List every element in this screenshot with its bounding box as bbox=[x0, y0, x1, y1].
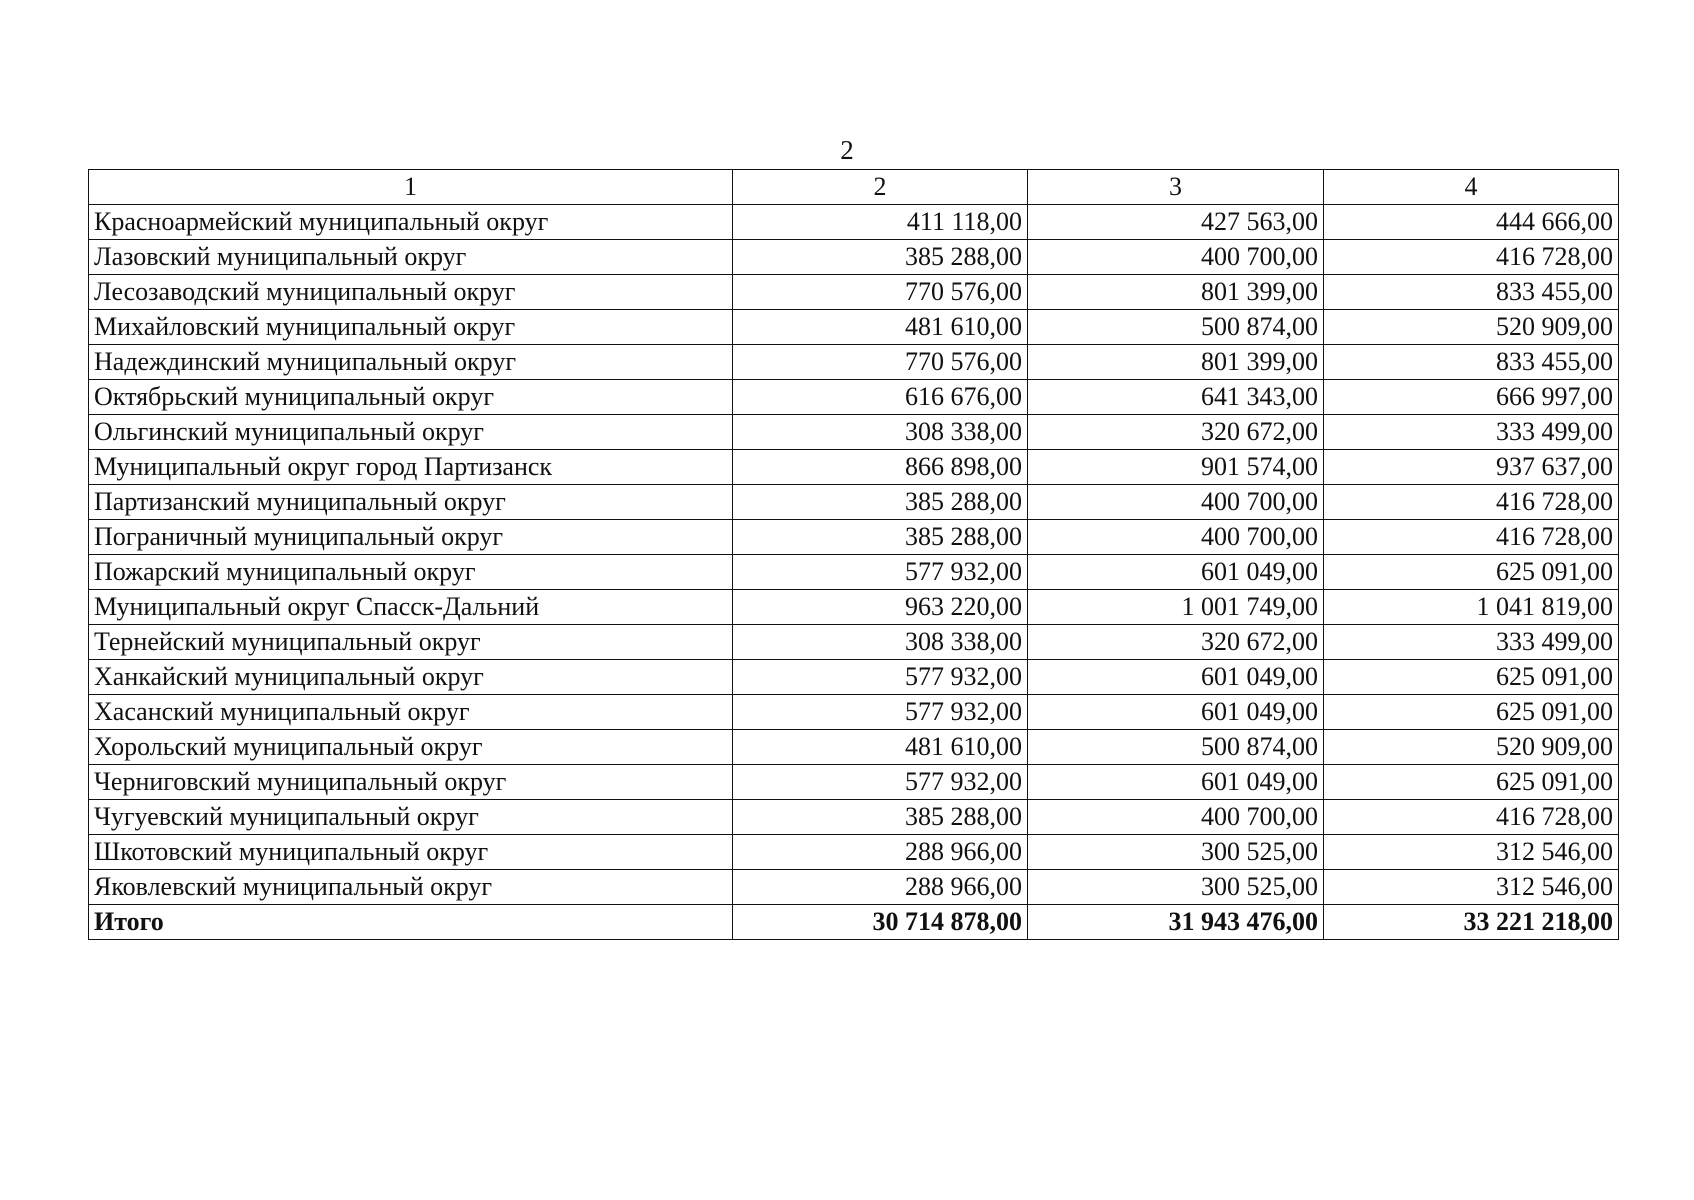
municipality-name: Лесозаводский муниципальный округ bbox=[89, 275, 733, 310]
amount-col-3: 400 700,00 bbox=[1028, 485, 1324, 520]
municipality-name: Хасанский муниципальный округ bbox=[89, 695, 733, 730]
amount-col-4: 333 499,00 bbox=[1324, 625, 1619, 660]
table-row bbox=[89, 695, 1619, 730]
amount-col-2: 616 676,00 bbox=[733, 380, 1028, 415]
amount-col-2: 288 966,00 bbox=[733, 835, 1028, 870]
amount-col-3: 641 343,00 bbox=[1028, 380, 1324, 415]
amount-col-3: 601 049,00 bbox=[1028, 555, 1324, 590]
amount-col-2: 308 338,00 bbox=[733, 415, 1028, 450]
total-col-3: 31 943 476,00 bbox=[1028, 905, 1324, 940]
amount-col-3: 400 700,00 bbox=[1028, 800, 1324, 835]
table-row bbox=[89, 730, 1619, 765]
total-col-4: 33 221 218,00 bbox=[1324, 905, 1619, 940]
amount-col-2: 577 932,00 bbox=[733, 660, 1028, 695]
amount-col-2: 385 288,00 bbox=[733, 520, 1028, 555]
table-row bbox=[89, 310, 1619, 345]
header-cell-2: 2 bbox=[733, 170, 1028, 205]
total-row bbox=[89, 905, 1619, 940]
municipality-name: Надеждинский муниципальный округ bbox=[89, 345, 733, 380]
amount-col-4: 520 909,00 bbox=[1324, 310, 1619, 345]
header-cell-1: 1 bbox=[89, 170, 733, 205]
table-row bbox=[89, 485, 1619, 520]
table-row bbox=[89, 660, 1619, 695]
table-row bbox=[89, 870, 1619, 905]
municipality-name: Муниципальный округ Спасск-Дальний bbox=[89, 590, 733, 625]
amount-col-2: 577 932,00 bbox=[733, 555, 1028, 590]
amount-col-4: 416 728,00 bbox=[1324, 800, 1619, 835]
allocation-table bbox=[88, 169, 1619, 940]
amount-col-3: 427 563,00 bbox=[1028, 205, 1324, 240]
header-cell-3: 3 bbox=[1028, 170, 1324, 205]
amount-col-4: 1 041 819,00 bbox=[1324, 590, 1619, 625]
municipality-name: Пожарский муниципальный округ bbox=[89, 555, 733, 590]
municipality-name: Шкотовский муниципальный округ bbox=[89, 835, 733, 870]
municipality-name: Октябрьский муниципальный округ bbox=[89, 380, 733, 415]
amount-col-4: 937 637,00 bbox=[1324, 450, 1619, 485]
page-number: 2 bbox=[840, 135, 854, 165]
amount-col-3: 500 874,00 bbox=[1028, 730, 1324, 765]
table-row bbox=[89, 765, 1619, 800]
table-row bbox=[89, 555, 1619, 590]
municipality-name: Красноармейский муниципальный округ bbox=[89, 205, 733, 240]
municipality-name: Чугуевский муниципальный округ bbox=[89, 800, 733, 835]
municipality-name: Ольгинский муниципальный округ bbox=[89, 415, 733, 450]
amount-col-2: 770 576,00 bbox=[733, 275, 1028, 310]
amount-col-3: 400 700,00 bbox=[1028, 520, 1324, 555]
amount-col-4: 833 455,00 bbox=[1324, 275, 1619, 310]
table-row bbox=[89, 625, 1619, 660]
amount-col-2: 385 288,00 bbox=[733, 485, 1028, 520]
amount-col-4: 416 728,00 bbox=[1324, 520, 1619, 555]
table-row bbox=[89, 205, 1619, 240]
amount-col-2: 577 932,00 bbox=[733, 765, 1028, 800]
amount-col-3: 901 574,00 bbox=[1028, 450, 1324, 485]
header-cell-4: 4 bbox=[1324, 170, 1619, 205]
municipality-name: Муниципальный округ город Партизанск bbox=[89, 450, 733, 485]
municipality-name: Ханкайский муниципальный округ bbox=[89, 660, 733, 695]
table-body bbox=[89, 170, 1619, 940]
amount-col-4: 666 997,00 bbox=[1324, 380, 1619, 415]
table-row bbox=[89, 520, 1619, 555]
amount-col-4: 333 499,00 bbox=[1324, 415, 1619, 450]
table-row bbox=[89, 590, 1619, 625]
table-row bbox=[89, 380, 1619, 415]
table-row bbox=[89, 835, 1619, 870]
table-row bbox=[89, 415, 1619, 450]
amount-col-3: 300 525,00 bbox=[1028, 870, 1324, 905]
amount-col-4: 625 091,00 bbox=[1324, 765, 1619, 800]
amount-col-2: 411 118,00 bbox=[733, 205, 1028, 240]
amount-col-2: 385 288,00 bbox=[733, 240, 1028, 275]
amount-col-4: 416 728,00 bbox=[1324, 240, 1619, 275]
amount-col-4: 625 091,00 bbox=[1324, 660, 1619, 695]
amount-col-4: 444 666,00 bbox=[1324, 205, 1619, 240]
amount-col-2: 770 576,00 bbox=[733, 345, 1028, 380]
amount-col-3: 601 049,00 bbox=[1028, 765, 1324, 800]
amount-col-2: 481 610,00 bbox=[733, 310, 1028, 345]
amount-col-2: 385 288,00 bbox=[733, 800, 1028, 835]
amount-col-2: 308 338,00 bbox=[733, 625, 1028, 660]
amount-col-4: 625 091,00 bbox=[1324, 695, 1619, 730]
table-row bbox=[89, 450, 1619, 485]
amount-col-4: 625 091,00 bbox=[1324, 555, 1619, 590]
amount-col-3: 601 049,00 bbox=[1028, 660, 1324, 695]
amount-col-2: 866 898,00 bbox=[733, 450, 1028, 485]
table-row bbox=[89, 345, 1619, 380]
amount-col-3: 320 672,00 bbox=[1028, 415, 1324, 450]
amount-col-3: 400 700,00 bbox=[1028, 240, 1324, 275]
amount-col-3: 801 399,00 bbox=[1028, 345, 1324, 380]
municipality-name: Лазовский муниципальный округ bbox=[89, 240, 733, 275]
municipality-name: Черниговский муниципальный округ bbox=[89, 765, 733, 800]
municipality-name: Тернейский муниципальный округ bbox=[89, 625, 733, 660]
amount-col-2: 481 610,00 bbox=[733, 730, 1028, 765]
amount-col-3: 300 525,00 bbox=[1028, 835, 1324, 870]
amount-col-4: 520 909,00 bbox=[1324, 730, 1619, 765]
amount-col-4: 312 546,00 bbox=[1324, 835, 1619, 870]
municipality-name: Яковлевский муниципальный округ bbox=[89, 870, 733, 905]
table-header-row bbox=[89, 170, 1619, 205]
amount-col-2: 577 932,00 bbox=[733, 695, 1028, 730]
total-col-2: 30 714 878,00 bbox=[733, 905, 1028, 940]
amount-col-3: 801 399,00 bbox=[1028, 275, 1324, 310]
amount-col-2: 963 220,00 bbox=[733, 590, 1028, 625]
municipality-name: Пограничный муниципальный округ bbox=[89, 520, 733, 555]
table-row bbox=[89, 800, 1619, 835]
amount-col-3: 1 001 749,00 bbox=[1028, 590, 1324, 625]
amount-col-3: 320 672,00 bbox=[1028, 625, 1324, 660]
table-row bbox=[89, 240, 1619, 275]
amount-col-3: 601 049,00 bbox=[1028, 695, 1324, 730]
table-row bbox=[89, 275, 1619, 310]
municipality-name: Хорольский муниципальный округ bbox=[89, 730, 733, 765]
total-label: Итого bbox=[89, 905, 733, 940]
amount-col-3: 500 874,00 bbox=[1028, 310, 1324, 345]
municipality-name: Партизанский муниципальный округ bbox=[89, 485, 733, 520]
amount-col-2: 288 966,00 bbox=[733, 870, 1028, 905]
amount-col-4: 312 546,00 bbox=[1324, 870, 1619, 905]
municipality-name: Михайловский муниципальный округ bbox=[89, 310, 733, 345]
amount-col-4: 833 455,00 bbox=[1324, 345, 1619, 380]
amount-col-4: 416 728,00 bbox=[1324, 485, 1619, 520]
